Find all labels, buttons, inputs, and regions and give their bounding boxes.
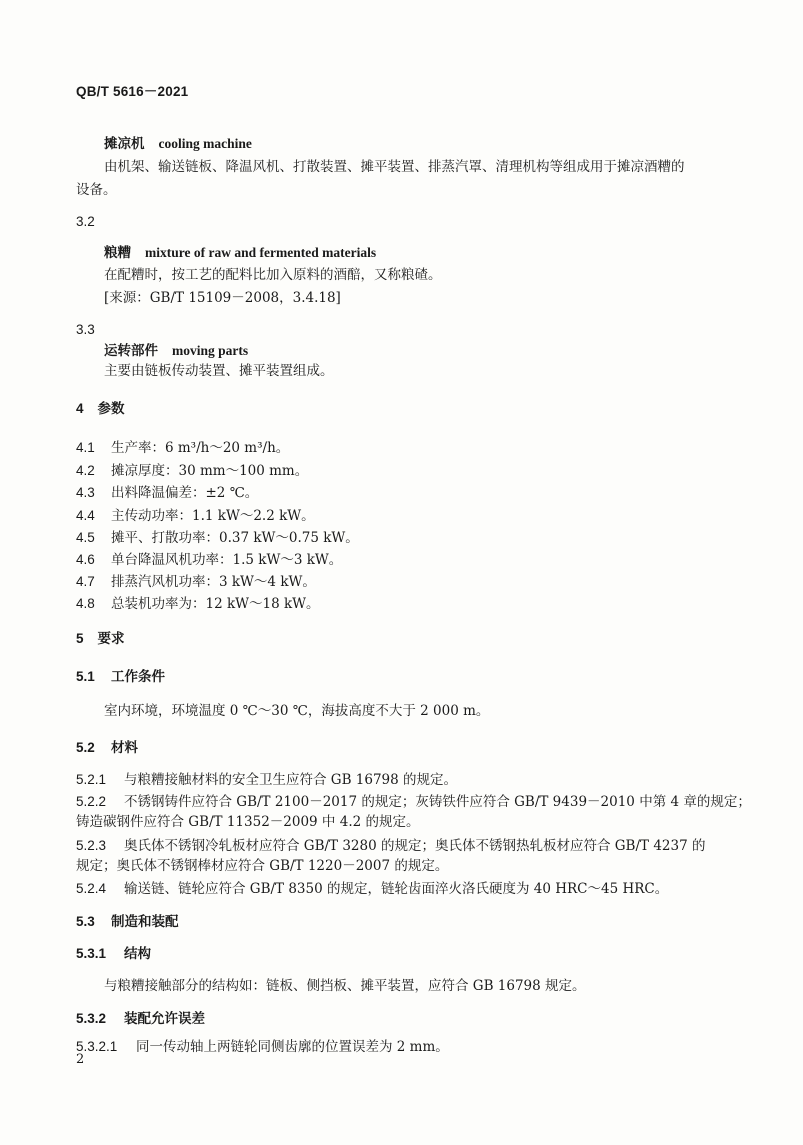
term-number: 3.2 — [76, 214, 95, 229]
term-zh: 粮糟 — [104, 245, 131, 261]
standard-number-header: QB/T 5616－2021 — [76, 84, 189, 99]
term-definition-cont: 设备。 — [76, 182, 117, 198]
term-heading — [104, 243, 376, 263]
term-zh: 运转部件 — [104, 343, 158, 359]
term-en: moving parts — [172, 343, 249, 358]
param-item: 4.5 摊平、打散功率：0.37 kW～0.75 kW。 — [76, 530, 359, 546]
term-definition: 主要由链板传动装置、摊平装置组成。 — [104, 363, 334, 379]
param-item: 4.1 生产率：6 m³/h～20 m³/h。 — [76, 440, 290, 456]
term-number: 3.3 — [76, 322, 95, 337]
param-item: 4.2 摊凉厚度：30 mm～100 mm。 — [76, 463, 309, 479]
term-zh: 摊凉机 — [104, 136, 145, 152]
subsection-heading: 5.2 材料 — [76, 740, 138, 756]
term-heading — [104, 341, 248, 361]
term-en: cooling machine — [158, 136, 252, 151]
clause-item-cont: 铸造碳钢件应符合 GB/T 11352－2009 中 4.2 的规定。 — [76, 814, 420, 830]
subsection-heading: 5.3 制造和装配 — [76, 914, 179, 930]
param-item: 4.7 排蒸汽风机功率：3 kW～4 kW。 — [76, 574, 316, 590]
term-source: [来源：GB/T 15109－2008，3.4.18] — [104, 290, 341, 306]
param-item: 4.6 单台降温风机功率：1.5 kW～3 kW。 — [76, 552, 343, 568]
param-item: 4.8 总装机功率为：12 kW～18 kW。 — [76, 596, 320, 612]
param-item: 4.4 主传动功率：1.1 kW～2.2 kW。 — [76, 508, 315, 524]
paragraph: 与粮糟接触部分的结构如：链板、侧挡板、摊平装置，应符合 GB 16798 规定。 — [104, 978, 586, 994]
param-item: 4.3 出料降温偏差：±2 ℃。 — [76, 485, 259, 501]
page-number: 2 — [76, 1052, 85, 1067]
clause-item: 5.2.3 奥氏体不锈钢冷轧板材应符合 GB/T 3280 的规定；奥氏体不锈钢热轧板材应符合 GB/T 4237 的 — [76, 838, 706, 854]
section-heading: 4 参数 — [76, 401, 125, 417]
term-heading — [104, 134, 252, 154]
term-en: mixture of raw and fermented materials — [145, 245, 377, 260]
clause-item: 5.2.1 与粮糟接触材料的安全卫生应符合 GB 16798 的规定。 — [76, 772, 458, 788]
section-heading: 5 要求 — [76, 631, 125, 647]
subsubsection-heading: 5.3.1 结构 — [76, 946, 151, 962]
clause-item: 5.3.2.1 同一传动轴上两链轮同侧齿廓的位置误差为 2 mm。 — [76, 1039, 449, 1055]
clause-item: 5.2.2 不锈钢铸件应符合 GB/T 2100－2017 的规定；灰铸铁件应符合 GB/T 9439－2010 中第 4 章的规定； — [76, 794, 751, 810]
clause-item: 5.2.4 输送链、链轮应符合 GB/T 8350 的规定，链轮齿面淬火洛氏硬度为 40 HRC～45 HRC。 — [76, 881, 669, 897]
clause-item-cont: 规定；奥氏体不锈钢棒材应符合 GB/T 1220－2007 的规定。 — [76, 858, 449, 874]
subsubsection-heading: 5.3.2 装配允许误差 — [76, 1011, 205, 1027]
term-definition: 由机架、输送链板、降温风机、打散装置、摊平装置、排蒸汽罩、清理机构等组成用于摊凉酒糟的 — [104, 159, 685, 175]
term-definition: 在配糟时，按工艺的配料比加入原料的酒醅，又称粮碴。 — [104, 267, 442, 283]
paragraph: 室内环境，环境温度 0 ℃～30 ℃，海拔高度不大于 2 000 m。 — [104, 703, 490, 719]
subsection-heading: 5.1 工作条件 — [76, 669, 165, 685]
